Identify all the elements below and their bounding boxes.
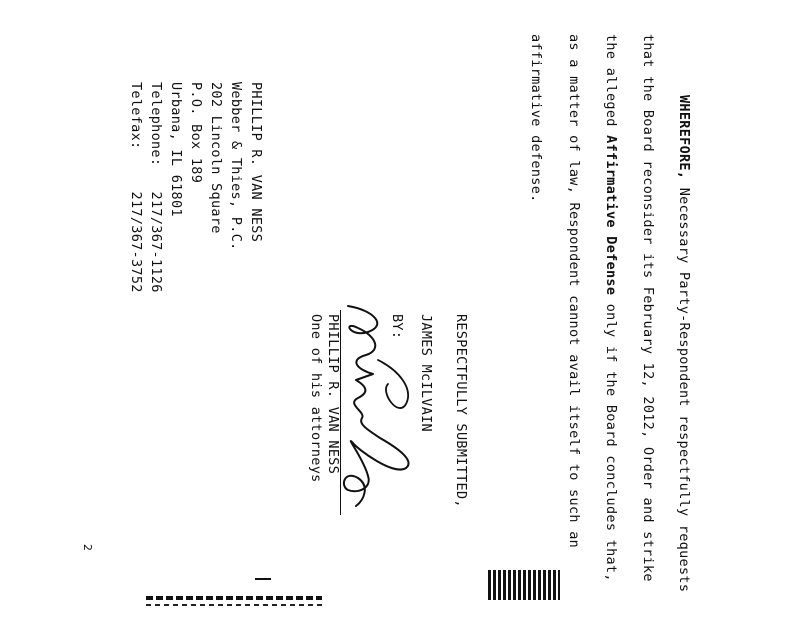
address-firm: Webber & Thies, P.C. [228, 82, 244, 251]
body-line-3-end: only if the Board concludes that, [603, 295, 619, 582]
address-street: 202 Lincoln Square [208, 82, 224, 234]
body-line-4: as a matter of law, Respondent cannot avail itself to such an [566, 34, 582, 549]
page-number: 2 [81, 544, 94, 551]
scan-artifact-dash [255, 578, 271, 580]
handwritten-signature [338, 300, 428, 515]
body-line-3 [603, 34, 619, 582]
body-line-5: affirmative defense. [528, 34, 544, 203]
body-line-1 [676, 95, 692, 592]
respectfully-submitted: RESPECTFULLY SUBMITTED, [453, 314, 469, 508]
wherefore-label: WHEREFORE, [676, 95, 692, 180]
address-po-box: P.O. Box 189 [188, 82, 204, 184]
scan-artifact-bar [488, 570, 560, 600]
body-line-1-text: Necessary Party-Respondent respectfully requests [676, 187, 692, 593]
scan-artifact-line-2 [146, 604, 322, 606]
address-telefax: Telefax: 217/367-3752 [128, 82, 144, 293]
body-line-2: that the Board reconsider its February 12, 2012, Order and strike [640, 34, 656, 582]
attorney-role: One of his attorneys [308, 314, 324, 483]
address-city: Urbana, IL 61801 [168, 82, 184, 217]
by-label: BY: [389, 314, 405, 340]
party-name: JAMES McILVAIN [418, 314, 434, 432]
address-name: PHILLIP R. VAN NESS [248, 82, 264, 243]
attorney-name: PHILLIP R. VAN NESS [325, 314, 341, 475]
body-line-3-start: the alleged [603, 34, 619, 136]
scan-artifact-line-1 [146, 596, 322, 600]
affirmative-defense-emphasis: Affirmative Defense [603, 135, 619, 296]
address-telephone: Telephone: 217/367-1126 [148, 82, 164, 293]
